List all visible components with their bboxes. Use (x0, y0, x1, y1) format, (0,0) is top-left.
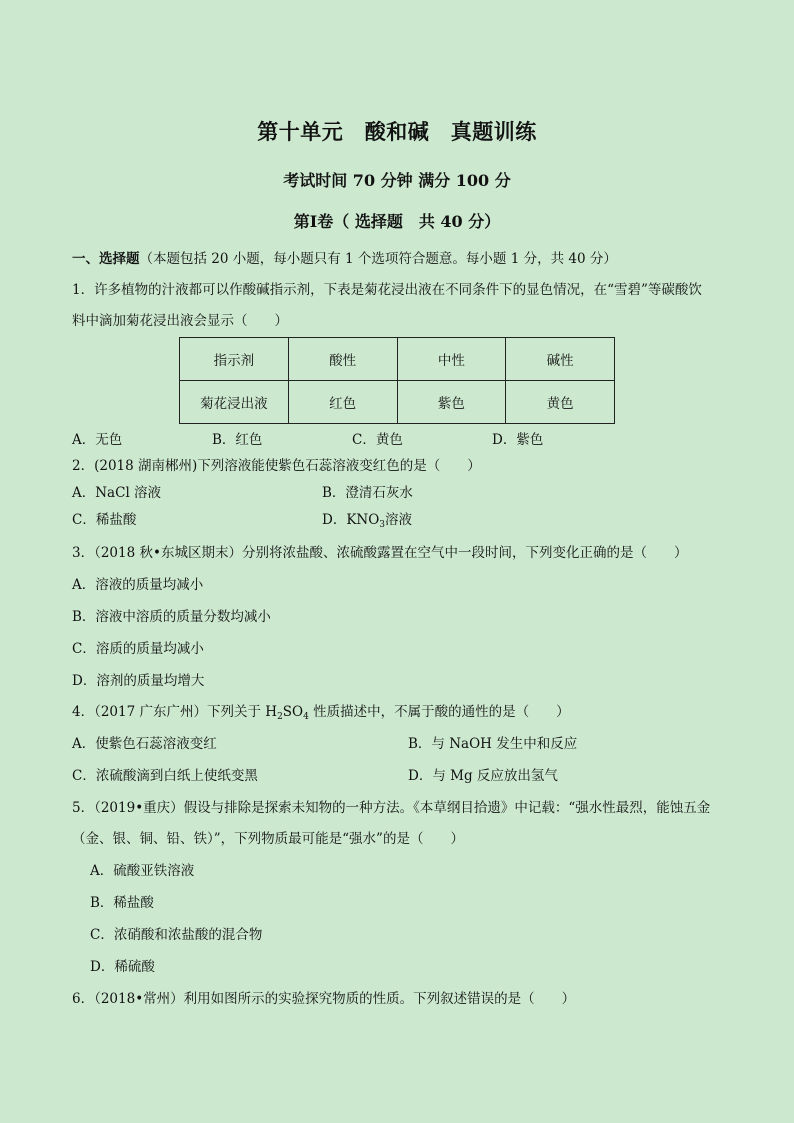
table-cell: 红色 (288, 381, 397, 424)
section-note: （本题包括 20 小题，每小题只有 1 个选项符合题意。每小题 1 分，共 40 分） (139, 251, 617, 267)
q4-option-d: D．与 Mg 反应放出氢气 (408, 768, 558, 784)
table-header-row (180, 338, 615, 381)
q6-stem: 6．（2018•常州）利用如图所示的实验探究物质的性质。下列叙述错误的是（ ） (72, 991, 576, 1007)
table-cell: 菊花浸出液 (180, 381, 289, 424)
indicator-table (179, 337, 615, 424)
table-cell: 中性 (397, 338, 506, 381)
q4-subscript: 4 (303, 712, 309, 722)
table-row (180, 381, 615, 424)
table-cell: 指示剂 (180, 338, 289, 381)
q3-option-d: D．溶剂的质量均增大 (72, 673, 205, 689)
q3-option-c: C．溶质的质量均减小 (72, 641, 204, 657)
q4-stem-suffix: 性质描述中，不属于酸的通性的是（ ） (308, 704, 570, 720)
table-cell: 碱性 (506, 338, 615, 381)
q1-option-d: D．紫色 (492, 432, 544, 448)
q2-option-a: A．NaCl 溶液 (72, 485, 162, 501)
q2-d-subscript: 3 (379, 520, 386, 530)
q4-option-a: A．使紫色石蕊溶液变红 (72, 736, 217, 752)
q3-option-a: A．溶液的质量均减小 (72, 577, 204, 593)
table-cell: 黄色 (506, 381, 615, 424)
q2-d-text: D．KNO (322, 512, 380, 528)
q1-option-b: B．红色 (212, 432, 263, 448)
q3-stem: 3．（2018 秋•东城区期末）分别将浓盐酸、浓硫酸露置在空气中一段时间，下列变化正确的是（ ） (72, 545, 688, 561)
q4-subscript: 2 (277, 712, 283, 722)
table-cell: 酸性 (288, 338, 397, 381)
q4-option-c: C．浓硫酸滴到白纸上使纸变黑 (72, 768, 258, 784)
section-label: 一、选择题 (72, 251, 140, 267)
table-cell: 紫色 (397, 381, 506, 424)
q1-stem-line2: 料中滴加菊花浸出液会显示（ ） (72, 313, 288, 329)
q2-option-b: B．澄清石灰水 (322, 485, 413, 501)
q5-stem-line1: 5．（2019•重庆）假设与排除是探索未知物的一种方法。《本草纲目拾遗》中记载：“强水性最烈，能蚀五金 (72, 800, 711, 816)
q5-option-b: B．稀盐酸 (90, 895, 154, 911)
q5-option-d: D．稀硫酸 (90, 959, 155, 975)
page-title: 第十单元 酸和碱 真题训练 (257, 119, 537, 144)
q5-stem-line2: （金、银、铜、铅、铁）”，下列物质最可能是“强水”的是（ ） (72, 831, 464, 847)
q5-option-c: C．浓硝酸和浓盐酸的混合物 (90, 927, 263, 943)
q4-formula-text: SO (282, 704, 304, 720)
q2-option-d (322, 511, 412, 531)
exam-info: 考试时间 70 分钟 满分 100 分 (283, 171, 511, 190)
q1-option-c: C．黄色 (352, 432, 403, 448)
q4-option-b: B．与 NaOH 发生中和反应 (408, 736, 578, 752)
q4-stem (72, 703, 570, 723)
section-heading (72, 250, 617, 268)
q2-option-c: C．稀盐酸 (72, 512, 137, 528)
q1-stem-line1: 1．许多植物的汁液都可以作酸碱指示剂，下表是菊花浸出液在不同条件下的显色情况，在“雪碧”等碳酸饮 (72, 282, 702, 298)
q2-d-suffix: 溶液 (385, 512, 413, 528)
q1-option-a: A．无色 (72, 432, 123, 448)
q2-stem: 2．(2018 湖南郴州)下列溶液能使紫色石蕊溶液变红色的是（ ） (72, 458, 481, 474)
q3-option-b: B．溶液中溶质的质量分数均减小 (72, 609, 271, 625)
q5-option-a: A．硫酸亚铁溶液 (90, 863, 195, 879)
volume-heading: 第Ⅰ卷（ 选择题 共 40 分） (293, 212, 501, 231)
q4-stem-text: 4．（2017 广东广州）下列关于 H (72, 704, 278, 720)
